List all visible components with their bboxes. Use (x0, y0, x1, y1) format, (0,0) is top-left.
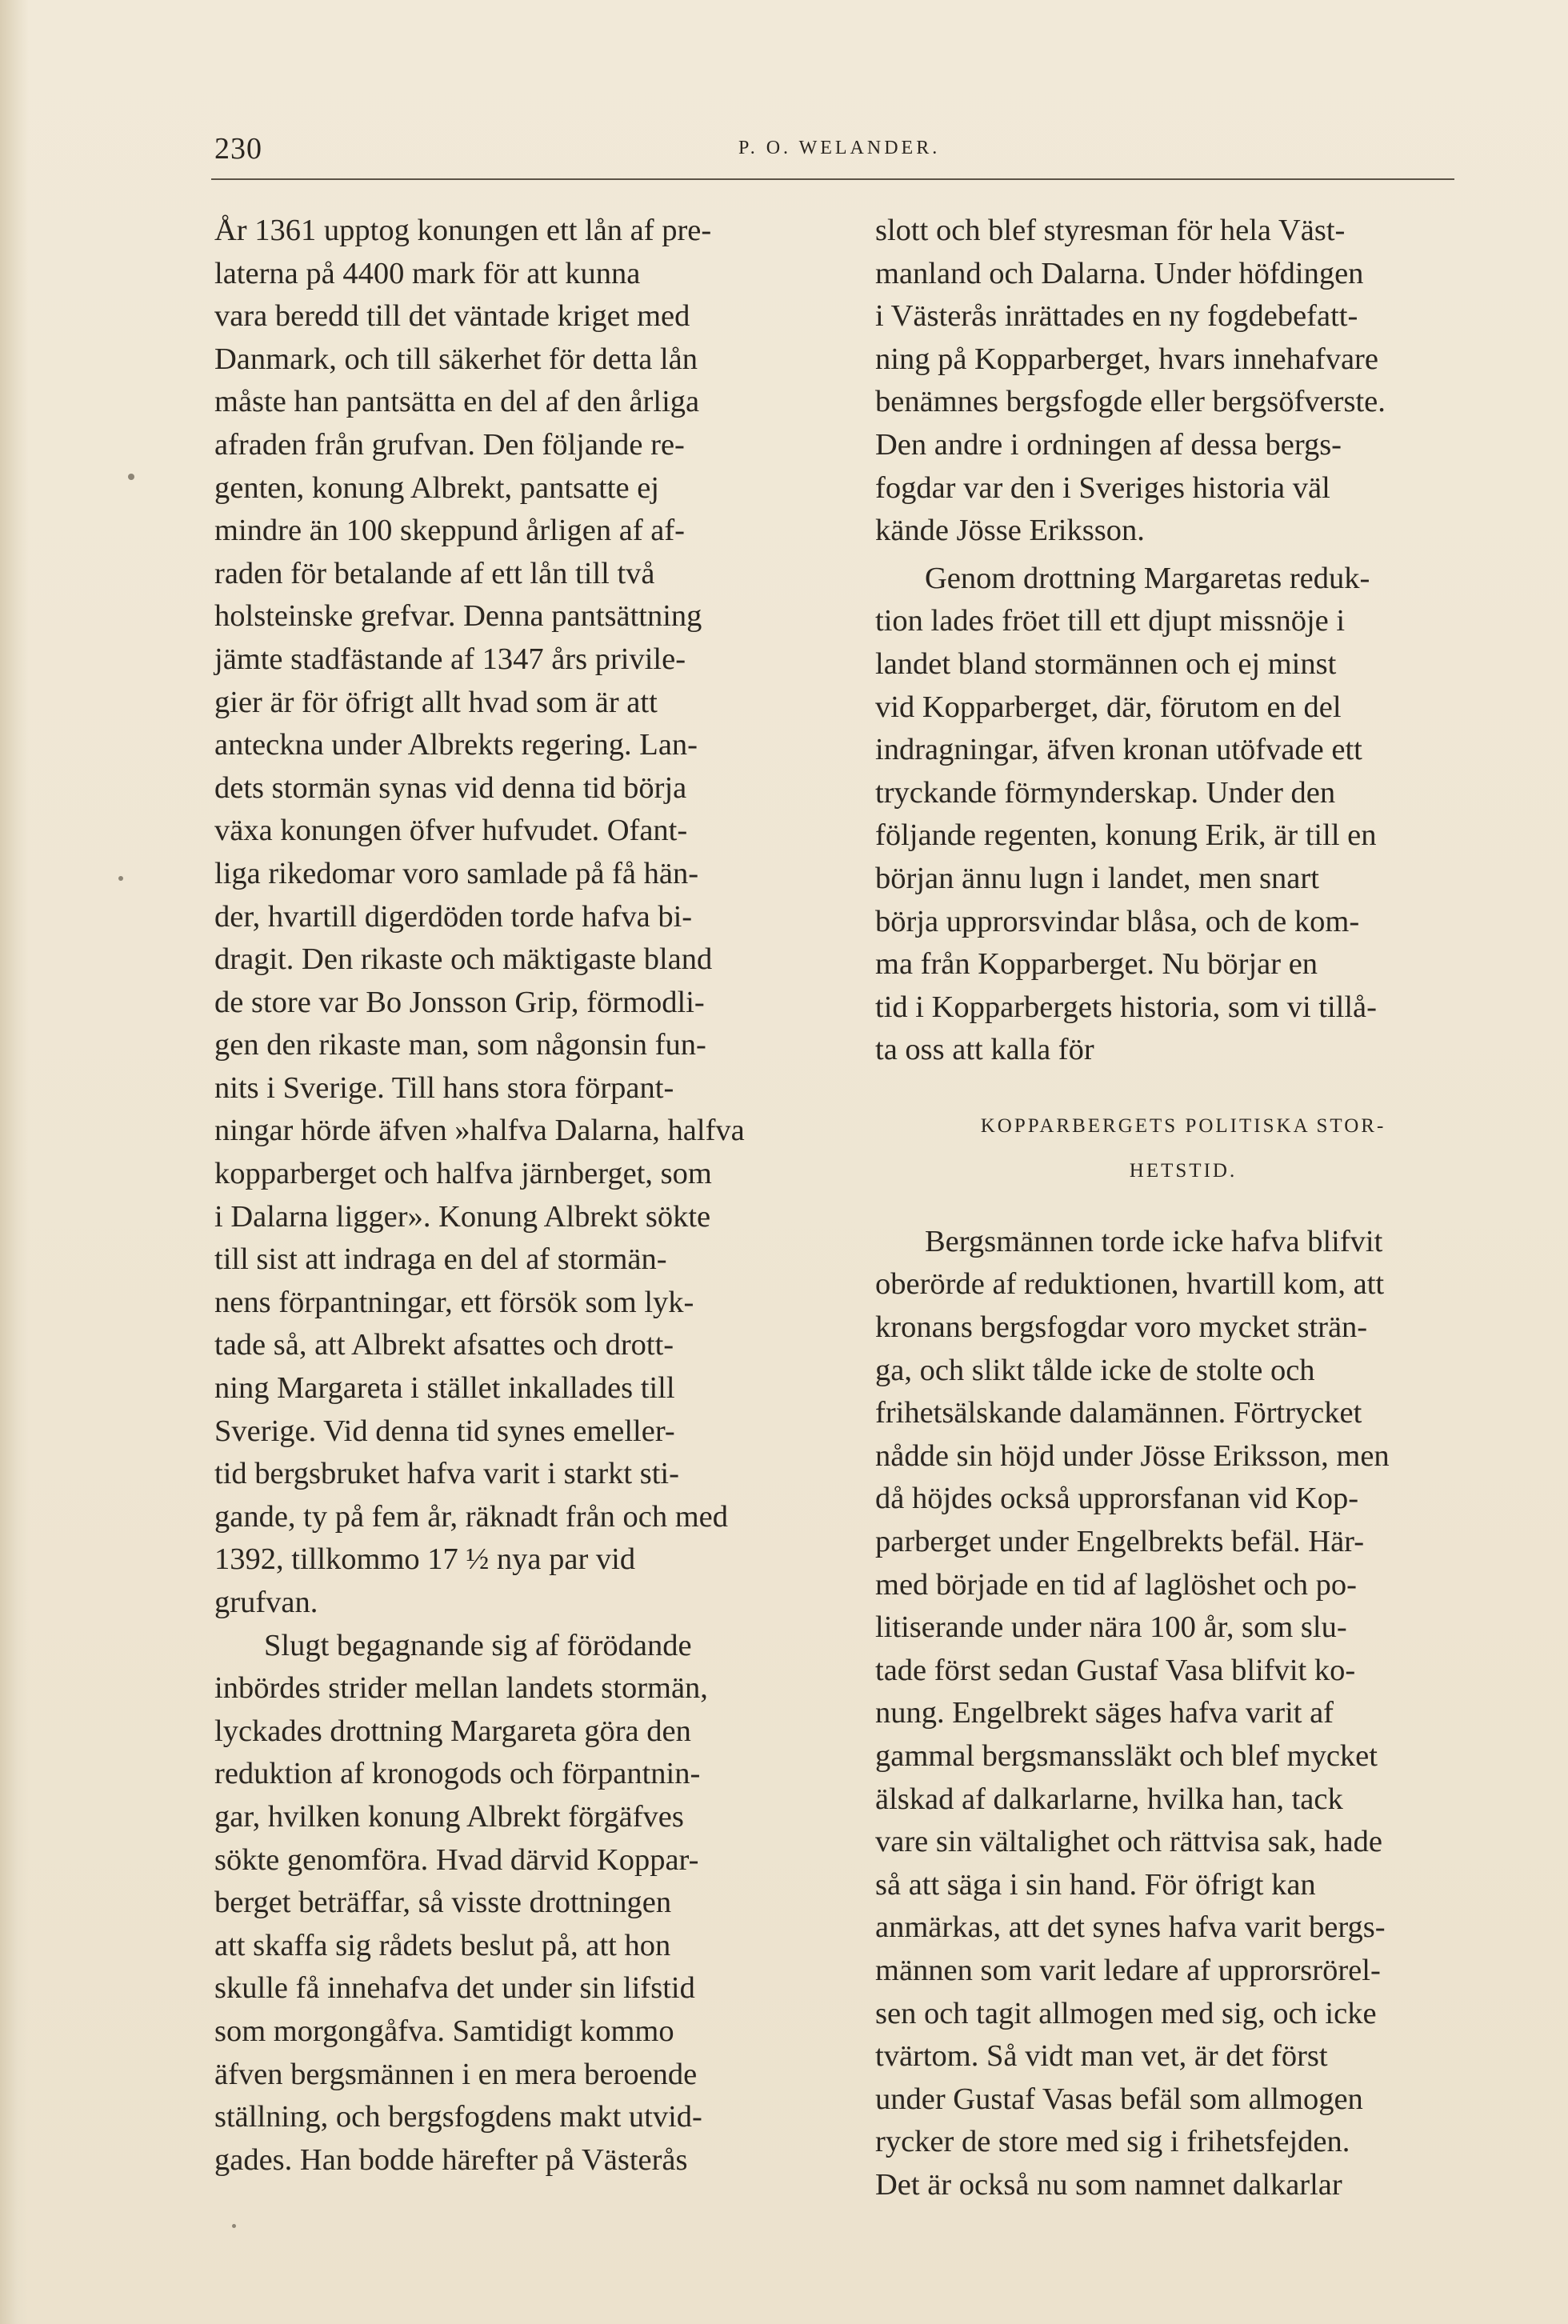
text-line: följande regenten, konung Erik, är till en (875, 818, 1377, 853)
right-column (875, 210, 1491, 2207)
text-line: växa konungen öfver hufvudet. Ofant- (214, 814, 688, 848)
text-line: gen den rikaste man, som någonsin fun- (214, 1028, 706, 1062)
text-line: anteckna under Albrekts regering. Lan- (214, 728, 698, 762)
text-line: sen och tagit allmogen med sig, och icke (875, 1996, 1377, 2030)
text-line: gades. Han bodde härefter på Västerås (214, 2142, 688, 2177)
text-line: Genom drottning Margaretas reduk- (925, 561, 1370, 595)
text-line: så att säga i sin hand. För öfrigt kan (875, 1867, 1316, 1902)
text-line: ga, och slikt tålde icke de stolte och (875, 1353, 1315, 1387)
text-line: männen som varit ledare af upprorsrörel- (875, 1953, 1381, 1987)
text-line: ning på Kopparberget, hvars innehafvare (875, 342, 1378, 376)
text-line: ningar hörde äfven »halfva Dalarna, halfva (214, 1114, 745, 1148)
text-line: parberget under Engelbrekts befäl. Här- (875, 1525, 1365, 1559)
text-line: kopparberget och halfva järnberget, som (214, 1157, 712, 1191)
text-line: som morgongåfva. Samtidigt kommo (214, 2014, 674, 2048)
text-line: 1392, tillkommo 17 ½ nya par vid (214, 1542, 636, 1577)
text-line: inbördes strider mellan landets stormän, (214, 1671, 708, 1706)
section-heading-line: KOPPARBERGETS POLITISKA STOR- (980, 1114, 1386, 1137)
text-line: anmärkas, att det synes hafva varit bergs- (875, 1910, 1386, 1945)
text-line: indragningar, äfven kronan utöfvade ett (875, 733, 1362, 767)
text-line: börja upprorsvindar blåsa, och de kom- (875, 904, 1360, 938)
text-line: med började en tid af laglöshet och po- (875, 1567, 1357, 1602)
text-line: vid Kopparberget, där, förutom en del (875, 690, 1342, 724)
text-line: gande, ty på fem år, räknadt från och med (214, 1499, 728, 1534)
text-line: i Västerås inrättades en ny fogdebefatt- (875, 299, 1358, 334)
text-line: dets stormän synas vid denna tid börja (214, 770, 687, 805)
text-line: kronans bergsfogdar voro mycket strän- (875, 1310, 1368, 1345)
header-rule (211, 178, 1454, 180)
text-line: tid i Kopparbergets historia, som vi tillå- (875, 990, 1377, 1024)
text-line: nådde sin höjd under Jösse Eriksson, men (875, 1438, 1390, 1473)
text-line: mindre än 100 skeppund årligen af af- (214, 514, 685, 548)
text-line: dragit. Den rikaste och mäktigaste bland (214, 942, 713, 977)
text-line: Den andre i ordningen af dessa bergs- (875, 427, 1342, 462)
text-line: ställning, och bergsfogdens makt utvid- (214, 2100, 702, 2134)
left-paragraph-1 (214, 210, 843, 1625)
text-line: nens förpantningar, ett försök som lyk- (214, 1285, 694, 1319)
text-line: liga rikedomar voro samlade på få hän- (214, 856, 699, 890)
text-line: början ännu lugn i landet, men snart (875, 861, 1319, 895)
text-line: de store var Bo Jonsson Grip, förmodli- (214, 985, 705, 1019)
text-line: berget beträffar, så visste drottningen (214, 1886, 672, 1920)
text-line: genten, konung Albrekt, pantsatte ej (214, 470, 659, 505)
paper-speck (232, 2224, 236, 2228)
right-paragraph-3 (875, 1221, 1491, 2207)
text-line: Bergsmännen torde icke hafva blifvit (925, 1224, 1383, 1258)
text-line: i Dalarna ligger». Konung Albrekt sökte (214, 1199, 711, 1234)
text-line: der, hvartill digerdöden torde hafva bi- (214, 899, 693, 934)
text-line: tade så, att Albrekt afsattes och drott- (214, 1328, 674, 1362)
text-line: frihetsälskande dalamännen. Förtrycket (875, 1396, 1362, 1430)
paper-speck (128, 474, 134, 480)
section-heading-line: HETSTID. (1129, 1159, 1238, 1182)
text-line: laterna på 4400 mark för att kunna (214, 256, 641, 290)
text-line: tade först sedan Gustaf Vasa blifvit ko- (875, 1653, 1356, 1687)
running-head: P. O. WELANDER. (738, 138, 941, 158)
text-line: då höjdes också upprorsfanan vid Kop- (875, 1482, 1359, 1516)
text-line: måste han pantsätta en del af den årliga (214, 385, 700, 419)
text-line: nung. Engelbrekt säges hafva varit af (875, 1696, 1334, 1730)
text-line: Slugt begagnande sig af förödande (264, 1628, 692, 1662)
text-line: tvärtom. Så vidt man vet, är det först (875, 2039, 1328, 2074)
text-line: tion lades fröet till ett djupt missnöje i (875, 604, 1346, 638)
text-line: nits i Sverige. Till hans stora förpant- (214, 1070, 674, 1105)
text-line: jämte stadfästande af 1347 års privile- (214, 642, 686, 676)
text-line: vara beredd till det väntade kriget med (214, 299, 690, 334)
text-line: att skaffa sig rådets beslut på, att hon (214, 1928, 671, 1962)
paper-speck (118, 876, 123, 881)
text-line: benämnes bergsfogde eller bergsöfverste. (875, 385, 1386, 419)
text-line: älskad af dalkarlarne, hvilka han, tack (875, 1782, 1343, 1816)
text-line: litiserande under nära 100 år, som slu- (875, 1610, 1347, 1645)
text-line: grufvan. (214, 1586, 318, 1619)
text-line: ma från Kopparberget. Nu börjar en (875, 947, 1318, 982)
text-line: gammal bergsmanssläkt och blef mycket (875, 1739, 1378, 1773)
text-line: ning Margareta i stället inkallades till (214, 1371, 675, 1406)
page-number: 230 (214, 132, 262, 166)
text-line: reduktion af kronogods och förpantnin- (214, 1757, 701, 1791)
text-line: tid bergsbruket hafva varit i starkt sti- (214, 1457, 679, 1491)
text-line: raden för betalande af ett lån till två (214, 556, 655, 590)
text-line: oberörde af reduktionen, hvartill kom, att (875, 1267, 1385, 1302)
text-line: tryckande förmynderskap. Under den (875, 775, 1336, 810)
text-line: till sist att indraga en del af stormän- (214, 1242, 667, 1277)
text-line: afraden från grufvan. Den följande re- (214, 427, 685, 462)
text-line: ta oss att kalla för (875, 1033, 1094, 1067)
section-heading (875, 1104, 1491, 1194)
text-line: År 1361 upptog konungen ett lån af pre- (214, 214, 712, 247)
right-paragraph-2 (875, 558, 1491, 1072)
text-line: holsteinske grefvar. Denna pantsättning (214, 599, 702, 634)
text-line: under Gustaf Vasas befäl som allmogen (875, 2082, 1363, 2116)
page-header (214, 131, 1453, 179)
text-line: skulle få innehafva det under sin lifstid (214, 1971, 695, 2006)
text-line: äfven bergsmännen i en mera beroende (214, 2057, 698, 2091)
text-line: Sverige. Vid denna tid synes emeller- (214, 1414, 675, 1448)
text-line: landet bland stormännen och ej minst (875, 646, 1337, 681)
text-line: manland och Dalarna. Under höfdingen (875, 256, 1364, 290)
left-paragraph-2 (214, 1625, 843, 2182)
text-line: rycker de store med sig i frihetsfejden. (875, 2125, 1350, 2159)
text-line: gier är för öfrigt allt hvad som är att (214, 685, 658, 719)
text-line: slott och blef styresman för hela Väst- (875, 214, 1346, 247)
page-shadow-edge (0, 0, 29, 2324)
right-paragraph-1 (875, 210, 1491, 553)
text-line: Danmark, och till säkerhet för detta lån (214, 342, 698, 376)
text-line: sökte genomföra. Hvad därvid Koppar- (214, 1842, 699, 1877)
text-line: vare sin vältalighet och rättvisa sak, hade (875, 1825, 1382, 1859)
text-line: Det är också nu som namnet dalkarlar (875, 2167, 1342, 2202)
text-line: lyckades drottning Margareta göra den (214, 1714, 691, 1748)
text-line: gar, hvilken konung Albrekt förgäfves (214, 1799, 684, 1834)
text-line: fogdar var den i Sveriges historia väl (875, 470, 1330, 505)
left-column (214, 210, 843, 2182)
text-line: kände Jösse Eriksson. (875, 514, 1145, 548)
